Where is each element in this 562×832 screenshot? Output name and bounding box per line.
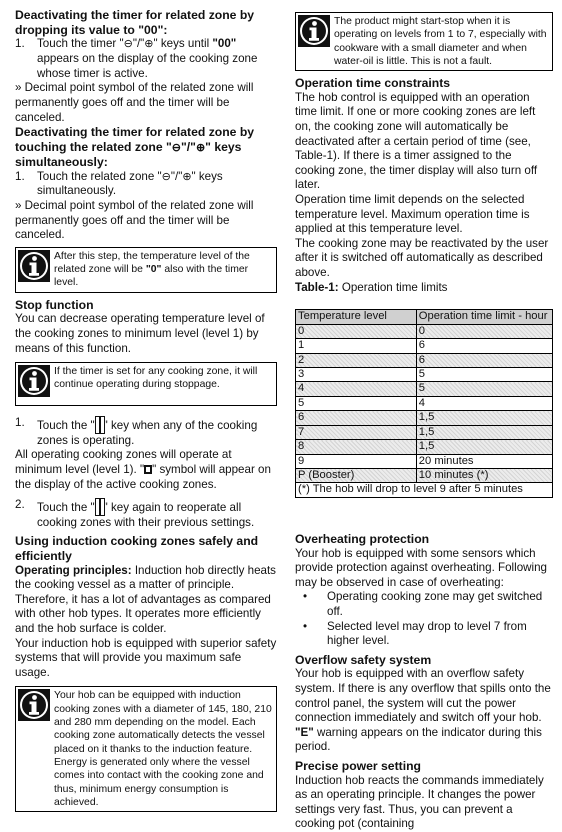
- table-row: [296, 324, 553, 338]
- table-row: [296, 469, 553, 483]
- heading-precise-power: Precise power setting: [295, 758, 421, 773]
- step-2-stop-key: 2. Touch the " " key again to reoperate all cooking zones with their previous settings.: [15, 498, 255, 529]
- operation-time-text-1: The hob control is equipped with an operation time limit. If one or more cooking zones are left on, the cooking zone will automatically be deactivated after a certain period of time (see, Table-1). If there is a timer assigned to the cooking zone, the timer display will also turn off later.: [295, 90, 538, 192]
- safety-systems-text: Your induction hob is equipped with superior safety systems that will provide you maximum safe usage.: [15, 636, 277, 679]
- temperature-level-cell: 3: [296, 367, 417, 381]
- info-icon: [18, 365, 50, 397]
- operation-time-table: [295, 309, 553, 498]
- temperature-level-cell: 0: [296, 324, 417, 338]
- time-limit-cell: 5: [416, 382, 552, 396]
- time-limit-cell: 20 minutes: [416, 454, 552, 468]
- heading-operation-time: Operation time constraints: [295, 76, 451, 91]
- info-note-level-zero: After this step, the temperature level of the related zone will be "0" also with the timer level.: [15, 247, 277, 293]
- time-limit-cell: 10 minutes (*): [416, 469, 552, 483]
- table-header: Operation time limit - hour: [416, 310, 552, 324]
- heading-deactivate-by-touching: Deactivating the timer for related zone by touching the related zone "⊖"/"⊕" keys simultaneously:: [15, 125, 255, 169]
- table-row: [296, 339, 553, 353]
- list-item: • Operating cooking zone may get switched off.: [303, 590, 543, 618]
- heading-using-induction: Using induction cooking zones safely and efficiently: [15, 534, 259, 563]
- heading-overflow: Overflow safety system: [295, 652, 432, 667]
- info-note-start-stop: The product might start-stop when it is operating on levels from 1 to 7, especially with cookware with a small diameter and when water-oil is little. This is not a fault.: [295, 12, 553, 71]
- minus-key-icon: ⊖: [171, 141, 181, 154]
- plus-key-icon: ⊕: [182, 170, 192, 183]
- temperature-level-cell: 7: [296, 425, 417, 439]
- minus-key-icon: ⊖: [161, 170, 171, 183]
- temperature-level-cell: 4: [296, 382, 417, 396]
- time-limit-cell: 1,5: [416, 425, 552, 439]
- time-limit-cell: 1,5: [416, 411, 552, 425]
- time-limit-cell: 6: [416, 353, 552, 367]
- stop-key-icon: [95, 416, 104, 432]
- table-row: [296, 454, 553, 468]
- time-limit-cell: 5: [416, 367, 552, 381]
- temperature-level-cell: 2: [296, 353, 417, 367]
- time-limit-cell: 4: [416, 396, 552, 410]
- overheating-text: Your hob is equipped with some sensors which provide protection against overheating. Following may be observed in case of overheating:: [295, 546, 547, 589]
- table-row: [296, 425, 553, 439]
- operating-principles-text: Operating principles: Induction hob directly heats the cooking vessel as a matter of principle. Therefore, it has a lot of advantages as compared with other hob types. It operates more efficiently and the hob surface is colder.: [15, 563, 276, 635]
- time-limit-cell: 1,5: [416, 440, 552, 454]
- table-row: [296, 396, 553, 410]
- table-caption: Table-1: Operation time limits: [295, 280, 448, 294]
- step-1-stop-key: 1. Touch the " " key when any of the cooking zones is operating.: [15, 416, 258, 447]
- overflow-text: Your hob is equipped with an overflow safety system. If there is any overflow that spills onto the control panel, the system will cut the power connection immediately and switch off your hob. "E" warning appears on the indicator during this period.: [295, 667, 551, 754]
- plus-key-icon: ⊕: [144, 38, 154, 51]
- table-footnote-row: [296, 483, 553, 497]
- plus-key-icon: ⊕: [195, 141, 206, 154]
- heading-deactivate-by-dropping: Deactivating the timer for related zone by dropping its value to "00":: [15, 8, 255, 37]
- info-icon: [18, 250, 50, 282]
- list-item: • Selected level may drop to level 7 from higher level.: [303, 619, 527, 648]
- table-row: [296, 367, 553, 381]
- table-header: Temperature level: [296, 310, 417, 324]
- info-note-zone-diameter: Your hob can be equipped with induction cooking zones with a diameter of 145, 180, 210 and 280 mm depending on the model. Each cooking zone automatically detects the vessel placed on it thanks to the induction feature. Energy is generated only where the vessel comes into contact with the cooking zone and thus, minimum energy consumption is achieved.: [15, 686, 277, 812]
- table-row: [296, 440, 553, 454]
- minus-key-icon: ⊖: [123, 38, 133, 51]
- table-footnote: (*) The hob will drop to level 9 after 5 minutes: [296, 483, 553, 497]
- left-column: [15, 8, 277, 812]
- temperature-level-cell: 6: [296, 411, 417, 425]
- table-row: [296, 382, 553, 396]
- time-limit-cell: 6: [416, 339, 552, 353]
- temperature-level-cell: 1: [296, 339, 417, 353]
- table-row: [296, 411, 553, 425]
- precise-power-text: Induction hob reacts the commands immediately as an operating principle. It changes the power settings very fast. Thus, you can prevent a cooking pot (containing: [295, 773, 544, 831]
- timer-cancel-text-1: » Decimal point symbol of the related zone will permanently goes off and the timer will be canceled.: [15, 81, 254, 124]
- temperature-level-cell: 9: [296, 454, 417, 468]
- operation-time-text-3: The cooking zone may be reactivated by the user after it is switched off automatically as described above.: [295, 236, 549, 280]
- stop-key-icon: [95, 498, 104, 514]
- info-icon: [18, 689, 50, 721]
- temperature-level-cell: P (Booster): [296, 469, 417, 483]
- table-header-row: [296, 310, 553, 324]
- heading-overheating: Overheating protection: [295, 531, 430, 546]
- heading-stop-function: Stop function: [15, 297, 94, 312]
- time-limit-cell: 0: [416, 324, 552, 338]
- step-1-zone-keys: 1. Touch the related zone "⊖"/"⊕" keys simultaneously.: [15, 169, 223, 198]
- operation-time-text-2: Operation time limit depends on the selected temperature level. Maximum operation time is applied at this temperature level.: [295, 193, 530, 236]
- minimum-level-text: All operating cooking zones will operate at minimum level (level 1). " " symbol will appear on the display of the active cooking zones.: [15, 448, 271, 491]
- table-row: [296, 353, 553, 367]
- temperature-level-cell: 5: [296, 396, 417, 410]
- timer-cancel-text-2: » Decimal point symbol of the related zone will permanently goes off and the timer will be canceled.: [15, 199, 254, 242]
- stop-symbol-icon: [144, 465, 152, 474]
- right-column: [295, 8, 553, 832]
- info-icon: [298, 15, 330, 47]
- temperature-level-cell: 8: [296, 440, 417, 454]
- stop-function-text: You can decrease operating temperature level of the cooking zones to minimum level (level 1) by means of this function.: [15, 312, 265, 355]
- step-1-timer: 1. Touch the timer "⊖"/"⊕" keys until "00" appears on the display of the cooking zone whose timer is active.: [15, 37, 258, 80]
- info-note-timer-stoppage: If the timer is set for any cooking zone, it will continue operating during stoppage.: [15, 362, 277, 406]
